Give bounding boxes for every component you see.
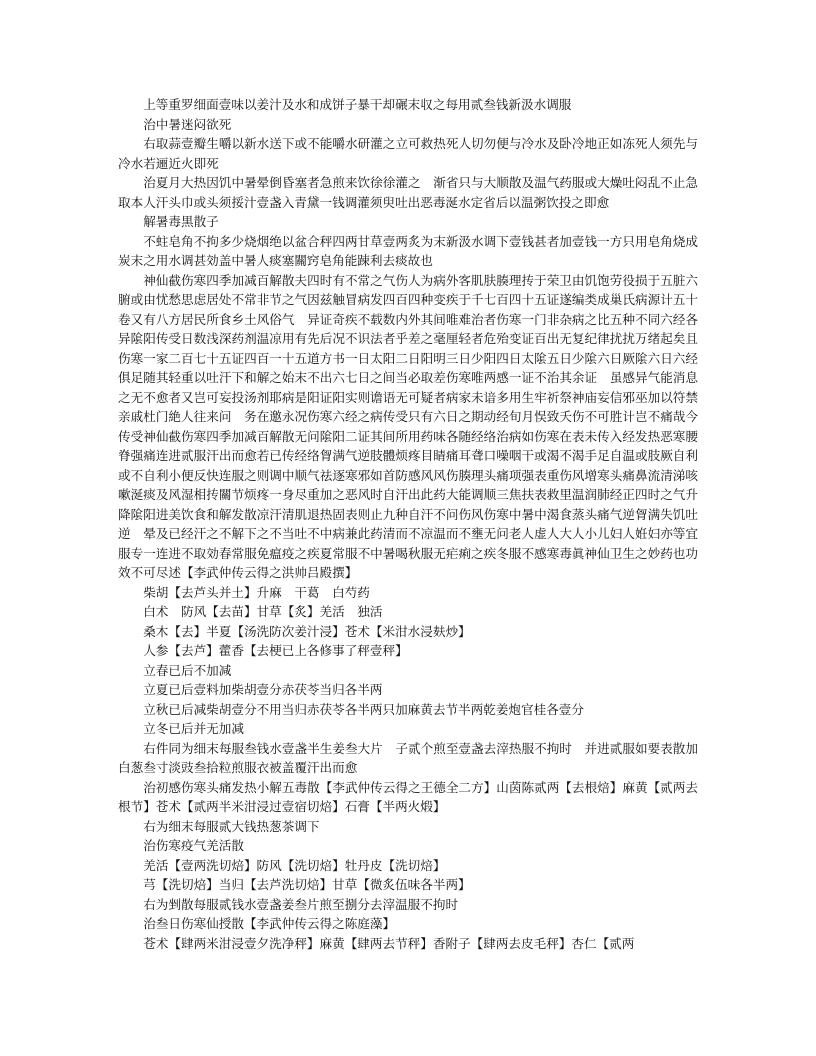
text-line: 立秋已后减柴胡壹分不用当归赤茯苓各半两只加麻黄去节半两乾姜炮官桂各壹分 (143, 701, 584, 717)
ingredient-line: 人参【去芦】藿香【去梗已上各修事了秤壹秤】 (143, 643, 408, 658)
text-line: 立春已后不加减 (143, 662, 232, 678)
section-heading: 治叁日伤寒仙授散【李武仲传云得之陈庭藻】 (143, 916, 396, 931)
text-line: 立夏已后壹料加柴胡壹分赤茯苓当归各半两 (143, 682, 383, 697)
text-line: 右为剉散每服贰钱水壹盏姜叁片煎至捌分去滓温服不拘时 (143, 896, 459, 912)
text-paragraph: 右取蒜壹瓣生嚼以新水送下或不能嚼水研灌之立可救热死人切勿便与冷水及卧冷地正如冻死人须先与冷水若逦近火即死 (118, 136, 698, 171)
text-paragraph: 不蛀皂角不拘多少烧烟绝以盆合秤四两甘草壹两炙为末新汲水调下壹钱甚者加壹钱一方只用皂角烧成炭末之用水调甚効盖中暑人痰塞關窍皂角能踈利去痰故也 (118, 233, 698, 268)
text-line: 立冬已后并无加减 (143, 721, 244, 736)
text-paragraph: 右件同为细末每服叁钱水壹盏半生姜叁大片 子贰个煎至壹盏去滓热服不拘时 并进贰服如要表散加白葱叁寸淡豉叁拾粒煎服衣被盖覆汗出而愈 (118, 740, 698, 775)
section-heading: 解暑毒黒散子 (143, 214, 219, 229)
ingredient-line: 苍术【肆两米泔浸壹夕洗净秤】麻黄【肆两去节秤】香附子【肆两去皮毛秤】杏仁【贰两 (143, 935, 635, 951)
section-heading: 治中暑迷闷欲死 (143, 116, 232, 132)
ingredient-line: 柴胡【去芦头并土】升麻 干葛 白芍药 (143, 584, 370, 600)
ingredient-line: 桑木【去】半夏【汤洗防次姜汁浸】苍术【米泔水浸麸炒】 (143, 623, 471, 639)
text-paragraph: 治初感伤寒头痛发热小解五毒散【李武仲传云得之王德全二方】山茵陈贰两【去根焙】麻黄【贰两去根节】苍术【贰两半米泔浸过壹宿切焙】石膏【半两火煅】 (118, 779, 698, 814)
text-paragraph: 上等重罗细面壹味以姜汁及水和成饼子暴干却碾末収之每用贰叁钱新汲水调服 (143, 97, 572, 112)
text-paragraph: 神仙截伤寒四季加减百解散夫四时有不常之气伤人为病外客肌肤腠理抟于荣卫由饥饱劳役损于五脏六腑或由忧愁思虑居处不常非节之气因兹触冒病发四百四种变疾于千七百四十五证遂编类成巢氏病源计五十卷又有八方居民所食乡土风俗气 异证奇疾不载数内外其间唯难治者伤寒一门非杂病之比五种不同六经各异隂阳传受日数浅深药剂温凉用有先后况不识法者乎差之毫厘轻者危殆变证百出无复纪律扰扰万绪起矣且伤寒一家二百七十五证四百一十五道方书一日太阳二日阳明三日少阳四日太隂五日少隂六日厥隂六日六经俱足随其轻重以吐汗下和解之始末不出六七日之间当必取差伤寒唯两感一证不治其余证 虽感异气能消息之无不愈者又岂可妄投汤剂耶病是阳证阳实则谵语无可疑者病家未谙多用生牢祈祭神庙妄信邪巫加以符禁亲戚杜门絶人往来问 务在邀永况伤寒六经之病传受只有六日之期动经旬月悮致夭伤不可胜计岂不痛哉今传受神仙截伤寒四季加减百解散无问隂阳二证其间所用药味各随经络治病如伤寒在表未传入经发热恶寒腰脊强痛连进贰服汗出而愈若已传经络胷满气逆肢體烦疼目睛痛耳聋口噪咽干或渴不渴手足自温或肢厥自利或不自利小便反快连服之则调中顺气祛逐寒邪如首防感风风伤腠理头痛项强表重伤风增寒头痛鼻流清涕咳嗽涎痰及风湿相抟關节烦疼一身尽重加之恶风时自汗出此药大能调顺三焦扶表救里温润肺经正四时之气升降隂阳进美饮食和解发散凉汗清肌退热固表则止九种自汗不问伤风伤寒中暑中渴食蒸头痛气逆胷满失饥吐逆 晕及已经汗之不解下之不当吐不中病兼此药清而不凉温而不壅无问老人虚人大人小儿妇人姙妇亦等宜服专一连进不取効春常服免瘟疫之疾夏常服不中暑喝秋服无疟痢之疾冬服不感寒毒眞神仙卫生之妙药也功效不可尽述【李武仲传云得之洪帅吕殿撰】 (118, 272, 698, 580)
section-heading: 治伤寒疫气羌活散 (143, 838, 244, 853)
ingredient-line: 羌活【壹两洗切焙】防风【洗切焙】牡丹皮【洗切焙】 (143, 857, 446, 873)
ingredient-line: 芎【洗切焙】当归【去芦洗切焙】甘草【微炙伍味各半两】 (143, 877, 471, 892)
text-paragraph: 治夏月大热因饥中暑晕倒昏塞者急煎来饮徐徐灌之 渐省只与大顺散及温气药服或大燥吐闷乱不止急取本人汗头巾或头须挼汁壹盏入青黛一钱调灌须臾吐出恶毒涎水定省后以温粥饮投之即愈 (118, 175, 698, 210)
text-line: 右为细末每服贰大钱热葱茶调下 (143, 818, 320, 834)
ingredient-line: 白术 防风【去苗】甘草【炙】羌活 独活 (143, 604, 383, 619)
document-page (118, 95, 698, 953)
